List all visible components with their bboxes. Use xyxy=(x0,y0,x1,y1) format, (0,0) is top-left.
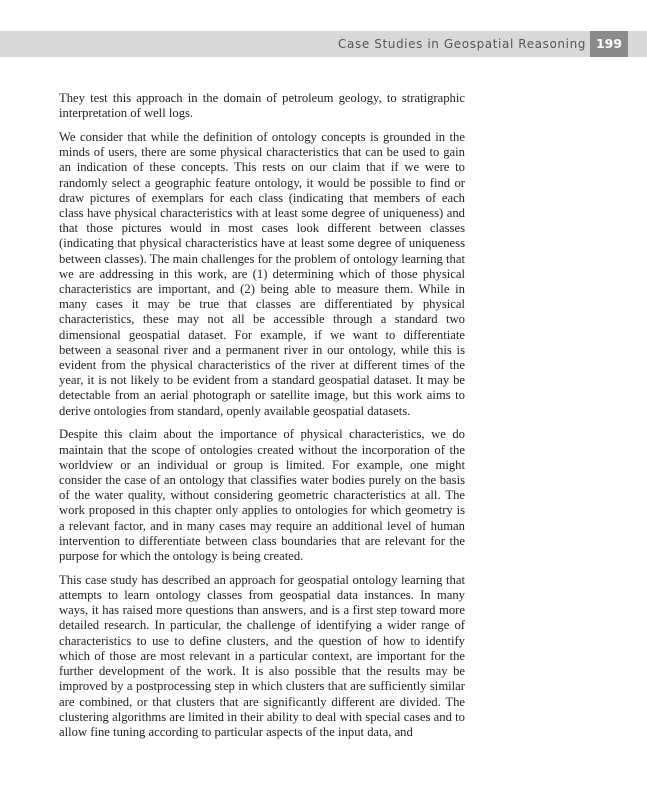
body-text xyxy=(59,91,465,749)
paragraph: We consider that while the definition of ontology concepts is grounded in the minds of users, there are some physical characteristics that can be used to gain an indication of these concepts. This rests on our claim that if we were to randomly select a geographic feature ontology, it would be possible to find or draw pictures of exemplars for each class (indicating that members of each class have physical characteristics with at least some degree of uniqueness) and that those pictures would in most cases look different between classes (indicating that physical characteristics have at least some degree of uniqueness between classes). The main challenges for the problem of ontology learning that we are addressing in this work, are (1) determining which of those physical characteristics are important, and (2) being able to measure them. While in many cases it may be true that classes are differentiated by physical characteristics, these may not all be accessible through a standard two dimensional geospatial dataset. For example, if we want to differentiate between a seasonal river and a permanent river in our ontology, while this is evident from the physical characteristics of the river at different times of the year, it is not likely to be evident from a standard geospatial dataset. It may be detectable from an aerial photograph or satellite image, but this work aims to derive ontologies from standard, openly available geospatial datasets. xyxy=(59,130,465,418)
paragraph: They test this approach in the domain of petroleum geology, to stratigraphic interpretation of well logs. xyxy=(59,91,465,121)
running-header-title: Case Studies in Geospatial Reasoning xyxy=(338,37,586,51)
page-number: 199 xyxy=(590,31,628,57)
paragraph: Despite this claim about the importance of physical characteristics, we do maintain that the scope of ontologies created without the incorporation of the worldview or an individual or group is limited. For example, one might consider the case of an ontology that classifies water bodies purely on the basis of the water quality, without considering geometric characteristics at all. The work proposed in this chapter only applies to ontologies for which geometry is a relevant factor, and in many cases may require an additional level of human intervention to differentiate between class boundaries that are relevant for the purpose for which the ontology is being created. xyxy=(59,427,465,564)
paragraph: This case study has described an approach for geospatial ontology learning that attempts to learn ontology classes from geospatial data instances. In many ways, it has raised more questions than answers, and is a first step toward more detailed research. In particular, the challenge of identifying a wider range of characteristics to use to define clusters, and the question of how to identify which of those are most relevant in a particular context, are important for the further development of the work. It is also possible that the results may be improved by a postprocessing step in which clusters that are sufficiently similar are combined, or that clusters that are significantly different are divided. The clustering algorithms are limited in their ability to deal with special cases and to allow fine tuning according to particular aspects of the input data, and xyxy=(59,572,465,739)
